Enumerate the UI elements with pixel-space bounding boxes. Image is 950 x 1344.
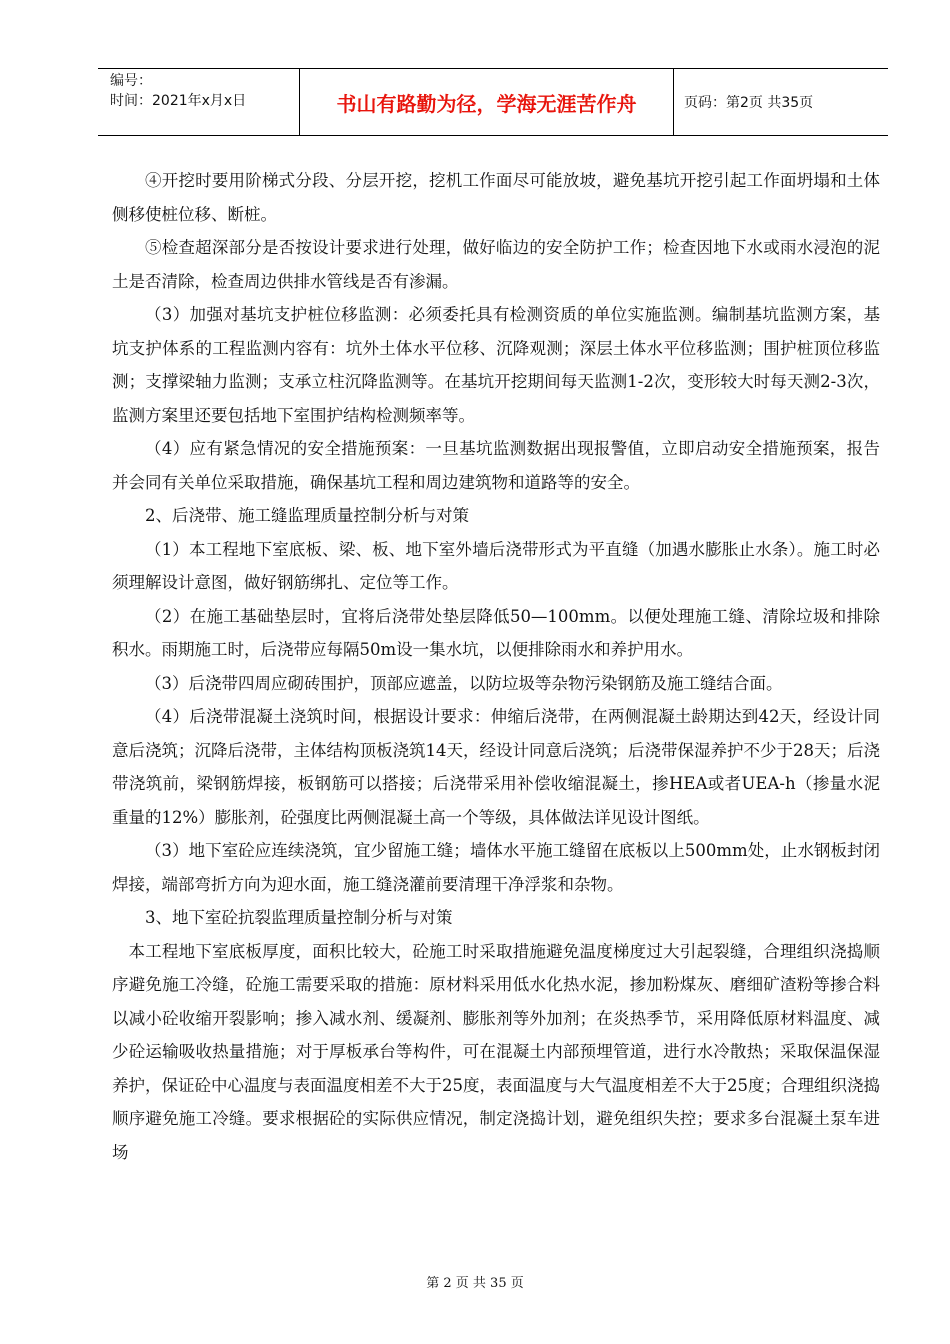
section-heading: 2、后浇带、施工缝监理质量控制分析与对策 [145,506,469,525]
header-motto: 书山有路勤为径，学海无涯苦作舟 [300,69,674,135]
page-header [98,68,888,136]
section-heading: 3、地下室砼抗裂监理质量控制分析与对策 [145,908,453,927]
paragraph: （4）后浇带混凝土浇筑时间，根据设计要求：伸缩后浇带，在两侧混凝土龄期达到42天，经设计同意后浇筑；沉降后浇带，主体结构顶板浇筑14天，经设计同意后浇筑；后浇带保湿养护不少于28天；后浇带浇筑前，梁钢筋焊接，板钢筋可以搭接；后浇带采用补偿收缩混凝土，掺HEA或者UEA-h（掺量水泥重量的12%）膨胀剂，砼强度比两侧混凝土高一个等级，具体做法详见设计图纸。 [112,707,880,827]
paragraph: （3）后浇带四周应砌砖围护，顶部应遮盖，以防垃圾等杂物污染钢筋及施工缝结合面。 [145,673,783,693]
paragraph: （3）地下室砼应连续浇筑，宜少留施工缝；墙体水平施工缝留在底板以上500mm处，止水钢板封闭焊接，端部弯折方向为迎水面，施工缝浇灌前要清理干净浮浆和杂物。 [112,841,880,894]
paragraph: ④开挖时要用阶梯式分段、分层开挖，挖机工作面尽可能放坡，避免基坑开挖引起工作面坍塌和土体侧移使桩位移、断桩。 [112,171,880,224]
paragraph: （2）在施工基础垫层时，宜将后浇带处垫层降低50—100mm。以便处理施工缝、清除垃圾和排除积水。雨期施工时，后浇带应每隔50m设一集水坑，以便排除雨水和养护用水。 [112,606,880,659]
paragraph: ⑤检查超深部分是否按设计要求进行处理，做好临边的安全防护工作；检查因地下水或雨水浸泡的泥土是否清除，检查周边供排水管线是否有渗漏。 [112,238,880,291]
paragraph: （3）加强对基坑支护桩位移监测：必须委托具有检测资质的单位实施监测。编制基坑监测方案，基坑支护体系的工程监测内容有：坑外土体水平位移、沉降观测；深层土体水平位移监测；围护桩顶位移监测；支撑梁轴力监测；支承立柱沉降监测等。在基坑开挖期间每天监测1-2次，变形较大时每天测2-3次，监测方案里还要包括地下室围护结构检测频率等。 [112,305,880,425]
document-time-label: 时间：2021年x月x日 [110,93,247,109]
paragraph: （1）本工程地下室底板、梁、板、地下室外墙后浇带形式为平直缝（加遇水膨胀止水条）。施工时必须理解设计意图，做好钢筋绑扎、定位等工作。 [112,539,880,592]
header-meta [98,69,300,135]
header-page-info: 页码：第2页 共35页 [684,95,814,111]
page-footer: 第 2 页 共 35 页 [426,1276,524,1291]
document-body [112,164,880,1169]
document-number-label: 编号： [110,73,152,89]
paragraph: 本工程地下室底板厚度，面积比较大，砼施工时采取措施避免温度梯度过大引起裂缝，合理组织浇捣顺序避免施工冷缝，砼施工需要采取的措施：原材料采用低水化热水泥，掺加粉煤灰、磨细矿渣粉等掺合料以减小砼收缩开裂影响；掺入减水剂、缓凝剂、膨胀剂等外加剂；在炎热季节，采用降低原材料温度、减少砼运输吸收热量措施；对于厚板承台等构件，可在混凝土内部预埋管道，进行水冷散热；采取保温保湿养护，保证砼中心温度与表面温度相差不大于25度，表面温度与大气温度相差不大于25度；合理组织浇捣顺序避免施工冷缝。要求根据砼的实际供应情况，制定浇捣计划，避免组织失控；要求多台混凝土泵车进场 [112,941,880,1162]
paragraph: （4）应有紧急情况的安全措施预案：一旦基坑监测数据出现报警值，立即启动安全措施预案，报告并会同有关单位采取措施，确保基坑工程和周边建筑物和道路等的安全。 [112,439,880,492]
